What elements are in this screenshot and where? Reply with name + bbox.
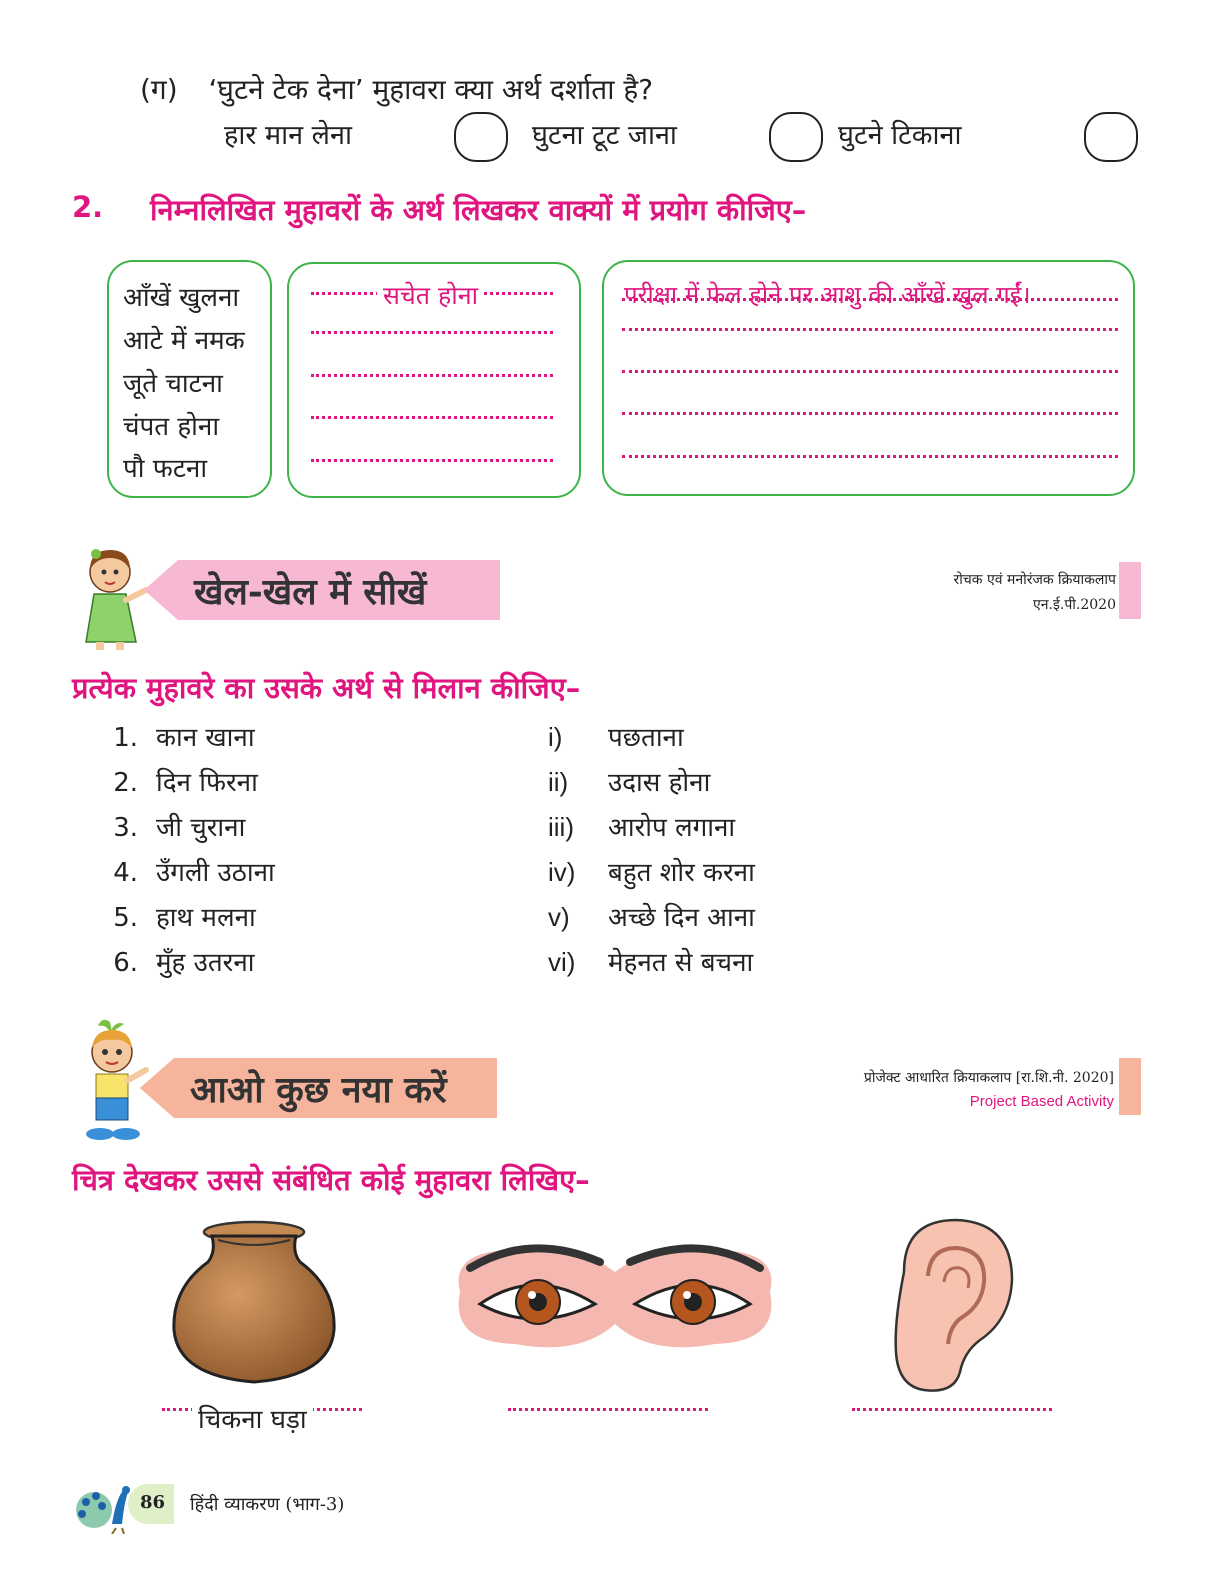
book-title: हिंदी व्याकरण (भाग-3) <box>190 1494 345 1515</box>
khel-banner-title: खेल-खेल में सीखें <box>194 570 427 613</box>
idiom-item: आँखें खुलना <box>123 283 240 313</box>
option-1: हार मान लेना <box>224 120 352 151</box>
pot-answer: चिकना घड़ा <box>192 1400 313 1436</box>
idiom-item: चंपत होना <box>123 412 220 442</box>
match-left-item: 5. हाथ मलना <box>113 903 256 933</box>
question-g <box>140 70 653 108</box>
match-left-item: 4. उँगली उठाना <box>113 858 275 888</box>
match-left-item: 1. कान खाना <box>113 723 255 753</box>
meaning-box <box>287 262 581 498</box>
meaning-answer: सचेत होना <box>377 278 484 312</box>
ear-icon <box>884 1212 1024 1396</box>
match-right-item: iv) बहुत शोर करना <box>548 857 755 888</box>
question-label: (ग) <box>140 73 178 106</box>
project-side-bar <box>1119 1058 1141 1115</box>
peacock-icon <box>72 1480 134 1534</box>
answer-line[interactable] <box>311 459 553 462</box>
option-3: घुटने टिकाना <box>838 120 962 151</box>
answer-line[interactable] <box>622 370 1118 373</box>
sentence-box <box>602 260 1135 496</box>
idiom-item: जूते चाटना <box>123 369 223 399</box>
idiom-item: पौ फटना <box>123 454 208 484</box>
match-right-item: ii) उदास होना <box>548 767 711 798</box>
khel-note <box>860 570 1116 614</box>
option-3-checkbox[interactable] <box>1084 112 1138 162</box>
match-right-item: vi) मेहनत से बचना <box>548 947 754 978</box>
section-2-number: 2. <box>72 190 104 224</box>
match-heading: प्रत्येक मुहावरे का उसके अर्थ से मिलान कीजिए– <box>72 671 581 705</box>
match-right-item: iii) आरोप लगाना <box>548 812 736 843</box>
sentence-answer: परीक्षा में फेल होने पर आशु की आँखें खुल गईं। <box>624 281 1031 309</box>
clay-pot-icon <box>168 1218 340 1388</box>
picture-heading: चित्र देखकर उससे संबंधित कोई मुहावरा लिखिए– <box>72 1163 590 1197</box>
project-note-line1: प्रोजेक्ट आधारित क्रियाकलाप [रा.शि.नी. 2020] <box>863 1070 1114 1086</box>
answer-line[interactable] <box>311 331 553 334</box>
option-2-checkbox[interactable] <box>769 112 823 162</box>
project-banner-title: आओ कुछ नया करें <box>190 1068 447 1111</box>
khel-banner <box>144 560 500 620</box>
khel-note-line2: एन.ई.पी.2020 <box>1033 597 1116 613</box>
answer-line[interactable] <box>622 412 1118 415</box>
project-note <box>760 1068 1114 1110</box>
answer-line[interactable] <box>622 455 1118 458</box>
match-left-item: 6. मुँह उतरना <box>113 948 255 978</box>
match-left-item: 2. दिन फिरना <box>113 768 258 798</box>
question-text: ‘घुटने टेक देना’ मुहावरा क्या अर्थ दर्शाता है? <box>208 73 654 106</box>
idiom-list-box <box>107 260 272 498</box>
section-2-heading: निम्नलिखित मुहावरों के अर्थ लिखकर वाक्यों में प्रयोग कीजिए– <box>150 193 807 227</box>
match-right-item: v) अच्छे दिन आना <box>548 902 755 933</box>
match-left-item: 3. जी चुराना <box>113 813 246 843</box>
ear-answer-line[interactable] <box>852 1408 1052 1411</box>
khel-side-bar <box>1119 562 1141 619</box>
page-number: 86 <box>140 1492 166 1513</box>
project-note-line2: Project Based Activity <box>969 1093 1114 1110</box>
eyes-answer-line[interactable] <box>508 1408 708 1411</box>
answer-line[interactable] <box>311 374 553 377</box>
khel-note-line1: रोचक एवं मनोरंजक क्रियाकलाप <box>953 572 1116 588</box>
answer-line[interactable] <box>622 328 1118 331</box>
option-1-checkbox[interactable] <box>454 112 508 162</box>
project-banner <box>140 1058 497 1118</box>
eyes-icon <box>450 1232 780 1362</box>
idiom-item: आटे में नमक <box>123 326 245 356</box>
match-right-item: i) पछताना <box>548 722 684 753</box>
answer-line[interactable] <box>311 416 553 419</box>
option-2: घुटना टूट जाना <box>532 120 677 151</box>
